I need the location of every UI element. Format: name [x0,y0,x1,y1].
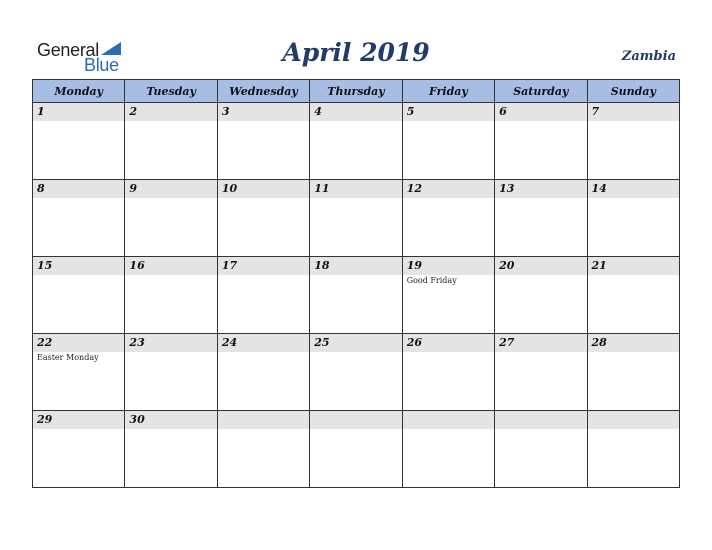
day-number-bar [310,411,401,429]
day-number-bar [588,180,679,198]
day-cell [217,257,309,334]
day-number: 10 [221,182,238,195]
day-number: 26 [406,336,422,349]
day-cell [587,411,679,488]
day-number-bar [310,180,401,198]
day-number: 11 [314,182,330,195]
week-row [33,334,680,411]
day-cell [217,180,309,257]
day-cell [495,180,587,257]
day-cell [310,257,402,334]
day-cell [402,411,494,488]
day-number: 8 [37,182,45,195]
day-cell [587,334,679,411]
day-number-bar [218,257,309,275]
day-number: 2 [129,105,138,118]
day-number-bar [33,257,124,275]
day-cell [310,180,402,257]
day-cell [217,334,309,411]
day-number: 13 [499,182,515,195]
day-cell [402,103,494,180]
day-number-bar [125,103,216,121]
day-number: 20 [499,259,515,272]
day-cell [587,180,679,257]
day-number: 14 [591,182,607,195]
day-number-bar [495,180,586,198]
week-row [33,257,680,334]
day-number: 19 [406,259,422,272]
day-cell [495,334,587,411]
day-number-bar [33,103,124,121]
day-cell [125,257,217,334]
day-number-bar [310,334,401,352]
day-cell [402,257,494,334]
day-number: 29 [37,413,53,426]
day-cell [125,334,217,411]
day-cell [33,180,125,257]
day-number: 3 [221,105,230,118]
day-number-bar [33,334,124,352]
day-cell [33,411,125,488]
day-cell [310,411,402,488]
day-number: 24 [221,336,238,349]
day-number: 16 [129,259,145,272]
day-cell [33,334,125,411]
weekday-header: Tuesday [125,80,217,103]
logo-word-general: General [37,40,99,60]
day-cell [495,103,587,180]
day-number: 17 [221,259,238,272]
day-number-bar [125,180,216,198]
day-cell [587,257,679,334]
day-number: 22 [37,336,53,349]
day-cell [402,334,494,411]
day-number-bar [125,257,216,275]
weekday-header: Wednesday [217,80,309,103]
day-number-bar [495,103,586,121]
day-number-bar [403,411,494,429]
day-number-bar [403,180,494,198]
holiday-label: Good Friday [406,276,457,285]
day-number-bar [125,411,216,429]
day-cell [33,103,125,180]
day-cell [310,334,402,411]
day-number: 7 [591,105,600,118]
weekday-header: Monday [33,80,125,103]
logo-word-blue: Blue [84,55,119,75]
day-cell [587,103,679,180]
day-number: 21 [591,259,607,272]
day-number: 25 [314,336,330,349]
day-number-bar [495,257,586,275]
day-number-bar [125,334,216,352]
holiday-label: Easter Monday [37,353,99,362]
day-number-bar [310,103,401,121]
day-number: 5 [406,105,415,118]
day-cell [33,257,125,334]
weekday-header: Saturday [495,80,587,103]
day-number-bar [588,411,679,429]
weekday-header: Thursday [310,80,402,103]
day-number: 1 [37,105,45,118]
day-cell [217,411,309,488]
day-cell [402,180,494,257]
calendar-grid [32,79,680,488]
day-number-bar [403,257,494,275]
day-number-bar [495,411,586,429]
day-number-bar [218,411,309,429]
country-label: Zambia [621,49,676,64]
day-number: 27 [499,336,515,349]
day-number: 12 [406,182,422,195]
day-cell [495,411,587,488]
day-number-bar [218,334,309,352]
day-number-bar [588,334,679,352]
week-row [33,103,680,180]
weekday-header-row [33,80,680,103]
day-number-bar [403,334,494,352]
day-cell [125,411,217,488]
day-cell [125,103,217,180]
weekday-header: Sunday [587,80,679,103]
day-number-bar [310,257,401,275]
day-number-bar [495,334,586,352]
week-row [33,411,680,488]
day-number: 28 [591,336,607,349]
day-number-bar [403,103,494,121]
day-number-bar [33,411,124,429]
day-number-bar [588,103,679,121]
day-number: 4 [314,105,322,118]
day-cell [125,180,217,257]
day-number: 9 [129,182,138,195]
day-cell [310,103,402,180]
day-number: 18 [314,259,330,272]
day-number: 15 [37,259,53,272]
calendar-title: April 2019 [282,38,430,67]
day-number-bar [33,180,124,198]
day-number: 30 [129,413,145,426]
weekday-header: Friday [402,80,494,103]
day-cell [495,257,587,334]
day-number-bar [218,180,309,198]
day-number-bar [218,103,309,121]
day-number: 23 [129,336,145,349]
week-row [33,180,680,257]
day-number-bar [588,257,679,275]
day-number: 6 [499,105,507,118]
day-cell [217,103,309,180]
